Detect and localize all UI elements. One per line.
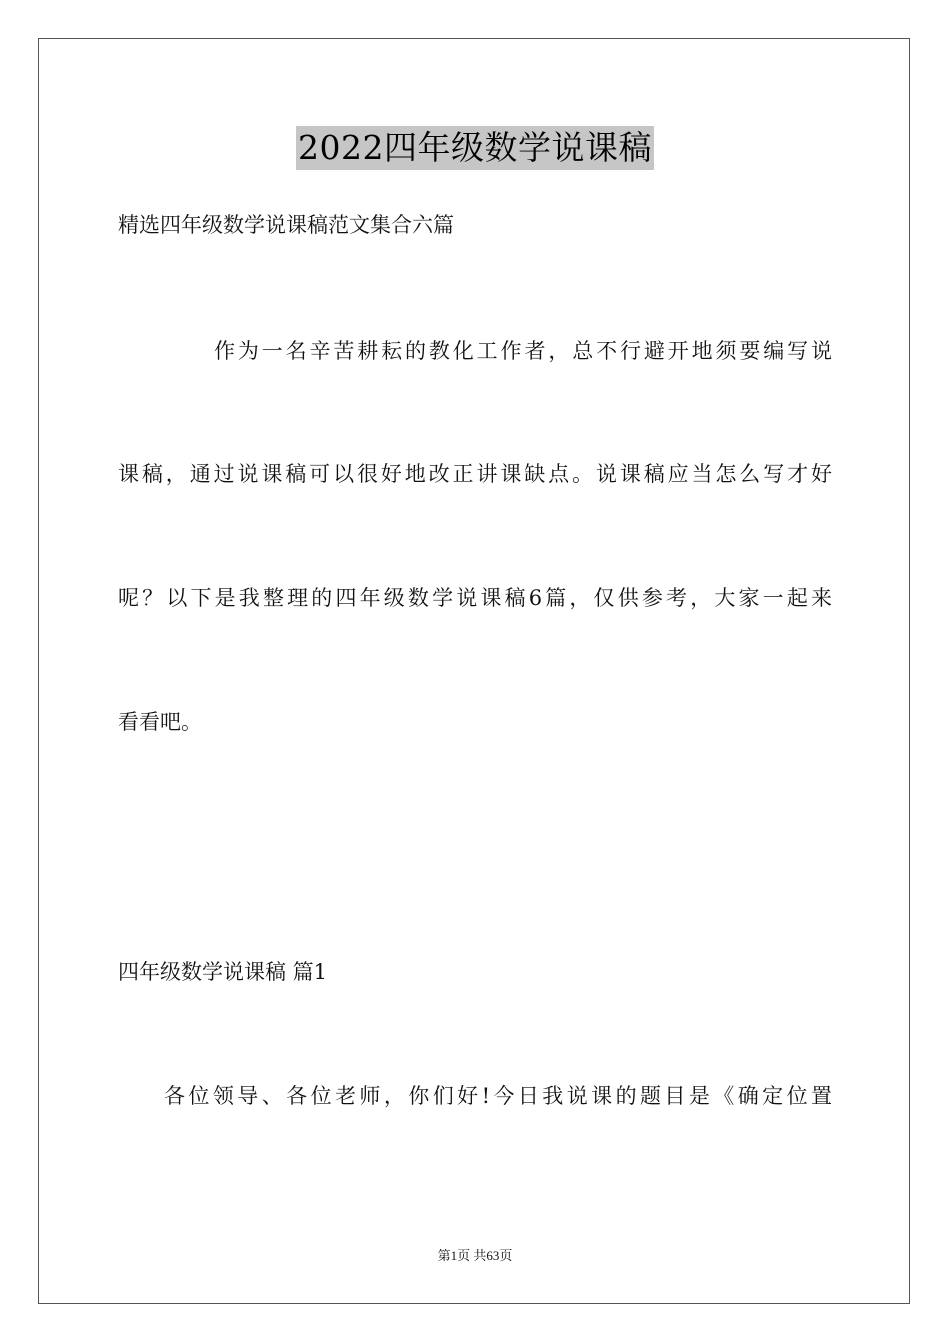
paragraph-1-line-4: 看看吧。 (118, 710, 202, 734)
document-subtitle: 精选四年级数学说课稿范文集合六篇 (118, 213, 454, 237)
paragraph-1-line-3: 呢？以下是我整理的四年级数学说课稿6篇，仅供参考，大家一起来 (118, 586, 832, 610)
section-heading: 四年级数学说课稿 篇1 (118, 960, 328, 984)
page-footer: 第1页 共63页 (437, 1248, 513, 1263)
paragraph-1-line-2: 课稿，通过说课稿可以很好地改正讲课缺点。说课稿应当怎么写才好 (118, 462, 832, 486)
paragraph-2-line-1: 各位领导、各位老师，你们好!今日我说课的题目是《确定位置 (164, 1084, 832, 1108)
document-title: 2022四年级数学说课稿 (296, 126, 654, 170)
paragraph-1-line-1: 作为一名辛苦耕耘的教化工作者，总不行避开地须要编写说 (214, 339, 832, 363)
title-container (0, 126, 950, 170)
